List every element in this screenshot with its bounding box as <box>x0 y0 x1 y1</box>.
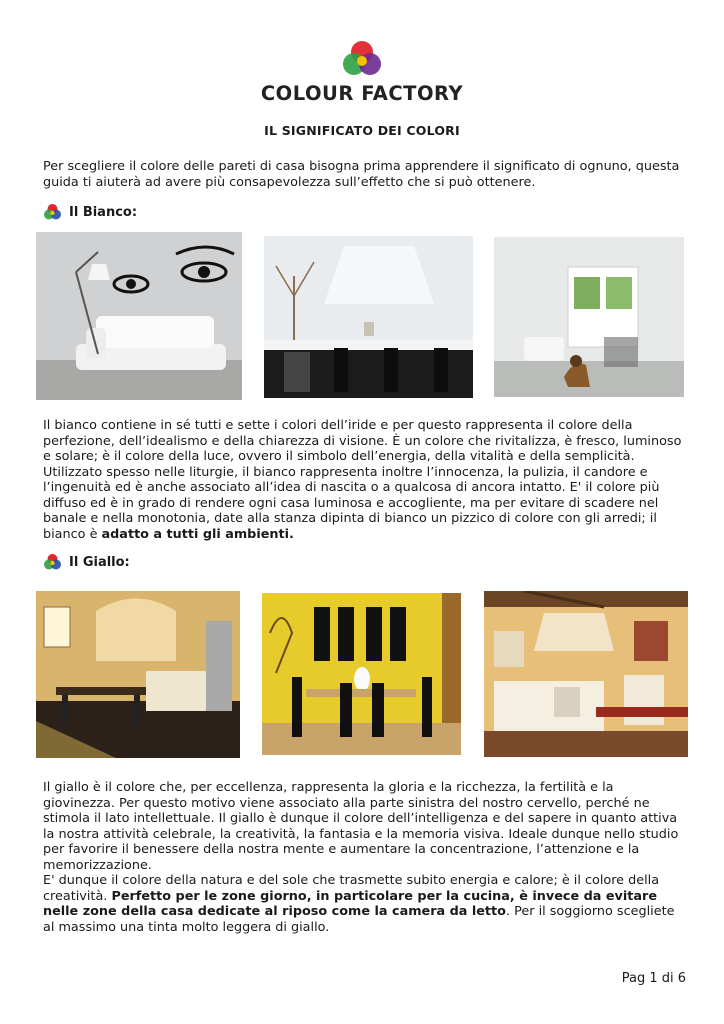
brand-logo <box>0 38 724 105</box>
page-title: IL SIGNIFICATO DEI COLORI <box>264 123 460 138</box>
yellow-country-kitchen-photo <box>484 591 688 757</box>
brand-name: COLOUR FACTORY <box>260 82 464 105</box>
giallo-body-text: Il giallo è il colore che, per eccellenza, rappresenta la gloria e la ricchezza, la fertilità e la giovinezza. Per questo motivo viene associato alla parte sinistra del nostro cervello, perché ne stimola il lato intellettuale. Il giallo è dunque il colore dell’intelligenza e del sapere in quanto attiva la nostra attività celebrale, la creatività, la fantasia e la memoria visiva. Ideale dunque nello studio per favorire il benessere della nostra mente e aumentare la concentrazione, l’attenzione e la memorizzazione. <box>43 780 679 873</box>
section-heading-bianco <box>43 203 137 221</box>
colour-circles-bullet-icon <box>43 203 62 221</box>
yellow-kitchen-photo <box>36 591 240 758</box>
white-living-room-photo <box>36 232 242 400</box>
page-number: Pag 1 di 6 <box>621 971 686 986</box>
white-kitchen-photo <box>264 236 473 398</box>
white-veranda-photo <box>494 237 684 397</box>
bianco-body-text: Il bianco contiene in sé tutti e sette i colori dell’iride e per questo rappresenta il colore della perfezione, dell’idealismo e della chiarezza di visione. È un colore che rivitalizza, è fresco, luminoso e solare; è il colore della luce, ovvero il simbolo dell’energia, della vitalità e della semplicità. Utilizzato spesso nelle liturgie, il bianco rappresenta inoltre l’innocenza, la pulizia, il candore e l’ingenuità ed è anche associato all’idea di nascita o a qualcosa di ancora intatto. E' il colore più diffuso ed è in grado di rendere ogni casa luminosa e accogliente, ma per evitare di scadere nel banale e nella monotonia, date alla stanza dipinta di bianco un pizzico di colore con gli arredi; il bianco è <box>43 418 682 542</box>
yellow-dining-photo <box>262 593 461 755</box>
giallo-body-text-2 <box>43 873 683 935</box>
bianco-body-bold: adatto a tutti gli ambienti. <box>101 526 294 542</box>
intro-paragraph: Per scegliere il colore delle pareti di casa bisogna prima apprendere il significato di ognuno, questa guida ti aiuterà ad avere più consapevolezza sull’effetto che si può ottenere. <box>43 159 680 190</box>
giallo-body2-end: . Per il soggiorno scegliete al massimo una tinta molto leggera di giallo. <box>43 904 675 935</box>
giallo-paragraph <box>43 780 683 935</box>
giallo-body2: E' dunque il colore della natura e del sole che trasmette subito energia e calore; è il colore della creatività. <box>43 873 660 904</box>
colour-circles-bullet-icon <box>43 553 62 571</box>
giallo-body2-bold: Perfetto per le zone giorno, in particolare per la cucina, è invece da evitare nelle zone della casa dedicate al riposo come la camera da letto <box>43 888 658 919</box>
section-heading-giallo <box>43 553 130 571</box>
bianco-paragraph <box>43 418 683 542</box>
section-heading-label: Il Giallo: <box>69 554 130 570</box>
section-heading-label: Il Bianco: <box>69 204 138 220</box>
colour-circles-logo-icon <box>340 38 384 80</box>
